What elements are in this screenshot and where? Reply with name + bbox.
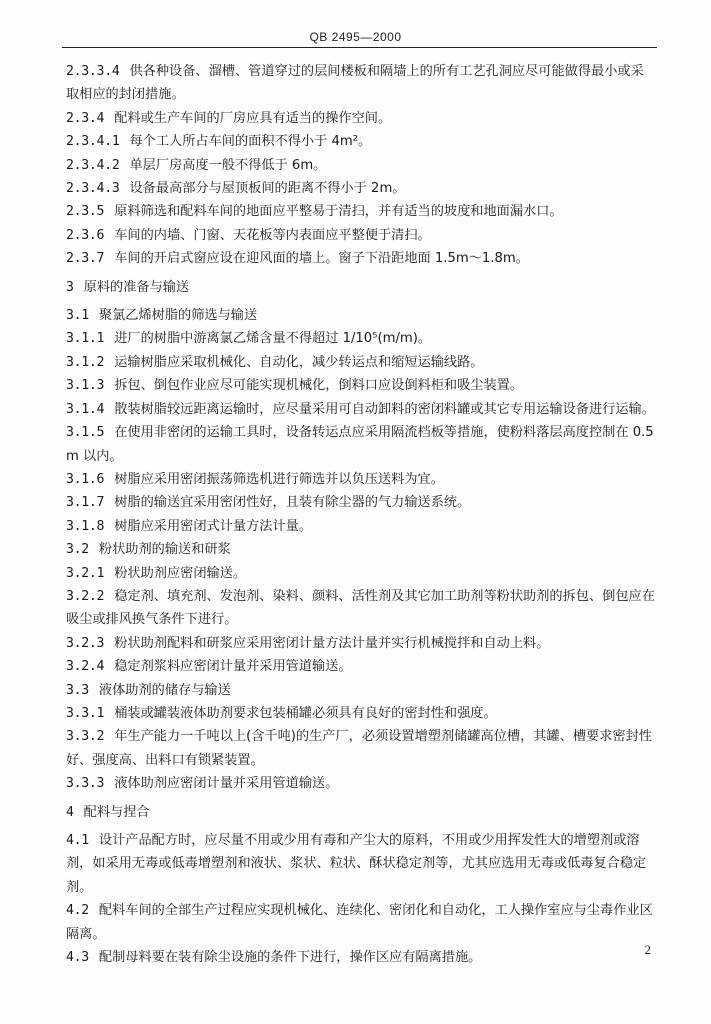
clause-paragraph: [66, 468, 656, 491]
clause-paragraph: [66, 177, 656, 200]
clause-number: 3.1.6: [66, 471, 105, 487]
document-body: [66, 60, 656, 969]
clause-text: 树脂的输送宜采用密闭性好，且装有除尘器的气力输送系统。: [114, 495, 471, 511]
clause-text: 运输树脂应采取机械化、自动化，减少转运点和缩短运输线路。: [114, 354, 484, 370]
clause-number: 3.2: [66, 542, 89, 558]
clause-paragraph: [66, 398, 656, 421]
clause-text: 原料筛选和配料车间的地面应平整易于清扫，并有适当的坡度和地面漏水口。: [114, 204, 563, 220]
clause-number: 2.3.4.3: [66, 181, 120, 197]
clause-paragraph: [66, 374, 656, 397]
clause-paragraph: [66, 772, 656, 795]
clause-text: 配制母料要在装有除尘设施的条件下进行，操作区应有隔离措施。: [98, 950, 482, 966]
clause-paragraph: [66, 60, 656, 107]
clause-text: 进厂的树脂中游离氯乙烯含量不得超过 1/10⁵(m/m)。: [114, 331, 432, 347]
clause-number: 2.3.6: [66, 227, 105, 243]
clause-number: 3.2.2: [66, 588, 105, 604]
header-rule: [62, 47, 657, 48]
clause-text: 树脂应采用密闭式计量方法计量。: [114, 518, 313, 534]
clause-number: 2.3.4.2: [66, 157, 120, 173]
clause-number: 3.1.4: [66, 401, 105, 417]
clause-paragraph: [66, 351, 656, 374]
section-heading: [66, 276, 656, 299]
clause-number: 3.1.7: [66, 495, 105, 511]
clause-text: 配料与捏合: [83, 804, 150, 820]
clause-paragraph: [66, 304, 656, 327]
clause-number: 3.1.2: [66, 354, 105, 370]
clause-paragraph: [66, 632, 656, 655]
clause-paragraph: [66, 679, 656, 702]
clause-number: 3.2.4: [66, 659, 105, 675]
clause-paragraph: [66, 107, 656, 130]
clause-paragraph: [66, 327, 656, 350]
clause-number: 3.1.1: [66, 331, 105, 347]
clause-text: 液体助剂应密闭计量并采用管道输送。: [114, 776, 339, 792]
clause-text: 车间的开启式窗应设在迎风面的墙上。窗子下沿距地面 1.5m～1.8m。: [114, 251, 529, 267]
clause-text: 粉状助剂应密闭输送。: [114, 565, 247, 581]
standard-code-header: QB 2495—2000: [309, 30, 402, 44]
clause-text: 年生产能力一千吨以上(含千吨)的生产厂，必须设置增塑剂储罐高位槽，其罐、槽要求密封性好、强度高、出料口有锁紧装置。: [66, 729, 652, 768]
clause-text: 液体助剂的储存与输送: [98, 682, 231, 698]
section-heading: [66, 801, 656, 824]
clause-number: 2.3.3.4: [66, 64, 120, 79]
clause-number: 3.1.3: [66, 378, 105, 394]
clause-number: 3.1.8: [66, 518, 105, 534]
clause-number: 4.3: [66, 950, 89, 966]
clause-text: 粉状助剂配料和研浆应采用密闭计量方法计量并实行机械搅拌和自动上料。: [114, 635, 550, 651]
clause-paragraph: [66, 247, 656, 270]
clause-text: 单层厂房高度一般不得低于 6m。: [129, 157, 327, 173]
clause-paragraph: [66, 585, 656, 632]
clause-text: 每个工人所占车间的面积不得小于 4m²。: [129, 134, 372, 150]
clause-paragraph: [66, 224, 656, 247]
clause-text: 设备最高部分与屋顶板间的距离不得小于 2m。: [129, 181, 406, 197]
clause-paragraph: [66, 130, 656, 153]
clause-number: 3.3.3: [66, 776, 105, 792]
clause-number: 3.1.5: [66, 425, 105, 441]
clause-number: 3.3: [66, 682, 89, 698]
clause-paragraph: [66, 200, 656, 223]
page-number: 2: [644, 942, 651, 957]
clause-text: 稳定剂、填充剂、发泡剂、染料、颜料、活性剂及其它加工助剂等粉状助剂的拆包、倒包应在吸尘或排风换气条件下进行。: [66, 588, 655, 628]
clause-paragraph: [66, 725, 656, 772]
clause-text: 车间的内墙、门窗、天花板等内表面应平整便于清扫。: [114, 227, 431, 243]
clause-text: 聚氯乙烯树脂的筛选与输送: [98, 308, 258, 324]
clause-number: 4.2: [66, 903, 89, 919]
clause-number: 2.3.7: [66, 251, 105, 267]
clause-text: 设计产品配方时，应尽量不用或少用有毒和产尘大的原料，不用或少用挥发性大的增塑剂或溶剂，如采用无毒或低毒增塑剂和液状、浆状、粒状、酥状稳定剂等，尤其应选用无毒或低毒复合稳定剂。: [66, 833, 647, 895]
clause-paragraph: [66, 562, 656, 585]
clause-number: 3.1: [66, 308, 89, 324]
clause-text: 供各种设备、溜槽、管道穿过的层间楼板和隔墙上的所有工艺孔洞应尽可能做得最小或采取相应的封闭措施。: [66, 64, 644, 103]
clause-paragraph: [66, 829, 656, 899]
clause-paragraph: [66, 538, 656, 561]
clause-text: 在使用非密闭的运输工具时，设备转运点应采用隔流档板等措施，使粉料落层高度控制在 0.5m 以内。: [66, 425, 654, 464]
clause-number: 3.3.1: [66, 705, 105, 721]
clause-paragraph: [66, 154, 656, 177]
clause-number: 3.3.2: [66, 729, 105, 745]
clause-text: 树脂应采用密闭振荡筛选机进行筛选并以负压送料为宜。: [114, 471, 444, 487]
clause-number: 3: [66, 279, 74, 295]
clause-number: 3.2.3: [66, 635, 105, 651]
clause-paragraph: [66, 421, 656, 468]
clause-number: 4.1: [66, 833, 89, 848]
clause-number: 3.2.1: [66, 565, 105, 581]
clause-text: 原料的准备与输送: [83, 279, 190, 295]
clause-number: 2.3.4: [66, 110, 105, 126]
clause-text: 桶装或罐装液体助剂要求包装桶罐必须具有良好的密封性和强度。: [114, 705, 497, 721]
clause-paragraph: [66, 899, 656, 946]
clause-text: 配料或生产车间的厂房应具有适当的操作空间。: [114, 110, 392, 126]
clause-text: 拆包、倒包作业应尽可能实现机械化，倒料口应设倒料柜和吸尘装置。: [114, 378, 524, 394]
clause-text: 散装树脂较远距离运输时，应尽量采用可自动卸料的密闭料罐或其它专用运输设备进行运输。: [114, 401, 655, 417]
clause-paragraph: [66, 491, 656, 514]
clause-text: 配料车间的全部生产过程应实现机械化、连续化、密闭化和自动化，工人操作室应与尘毒作业区隔离。: [66, 903, 653, 942]
clause-paragraph: [66, 655, 656, 678]
clause-text: 粉状助剂的输送和研浆: [98, 542, 231, 558]
clause-number: 2.3.5: [66, 204, 105, 220]
clause-number: 2.3.4.1: [66, 134, 120, 150]
clause-paragraph: [66, 946, 656, 969]
clause-paragraph: [66, 515, 656, 538]
clause-text: 稳定剂浆料应密闭计量并采用管道输送。: [114, 659, 352, 675]
clause-paragraph: [66, 702, 656, 725]
clause-number: 4: [66, 804, 74, 820]
